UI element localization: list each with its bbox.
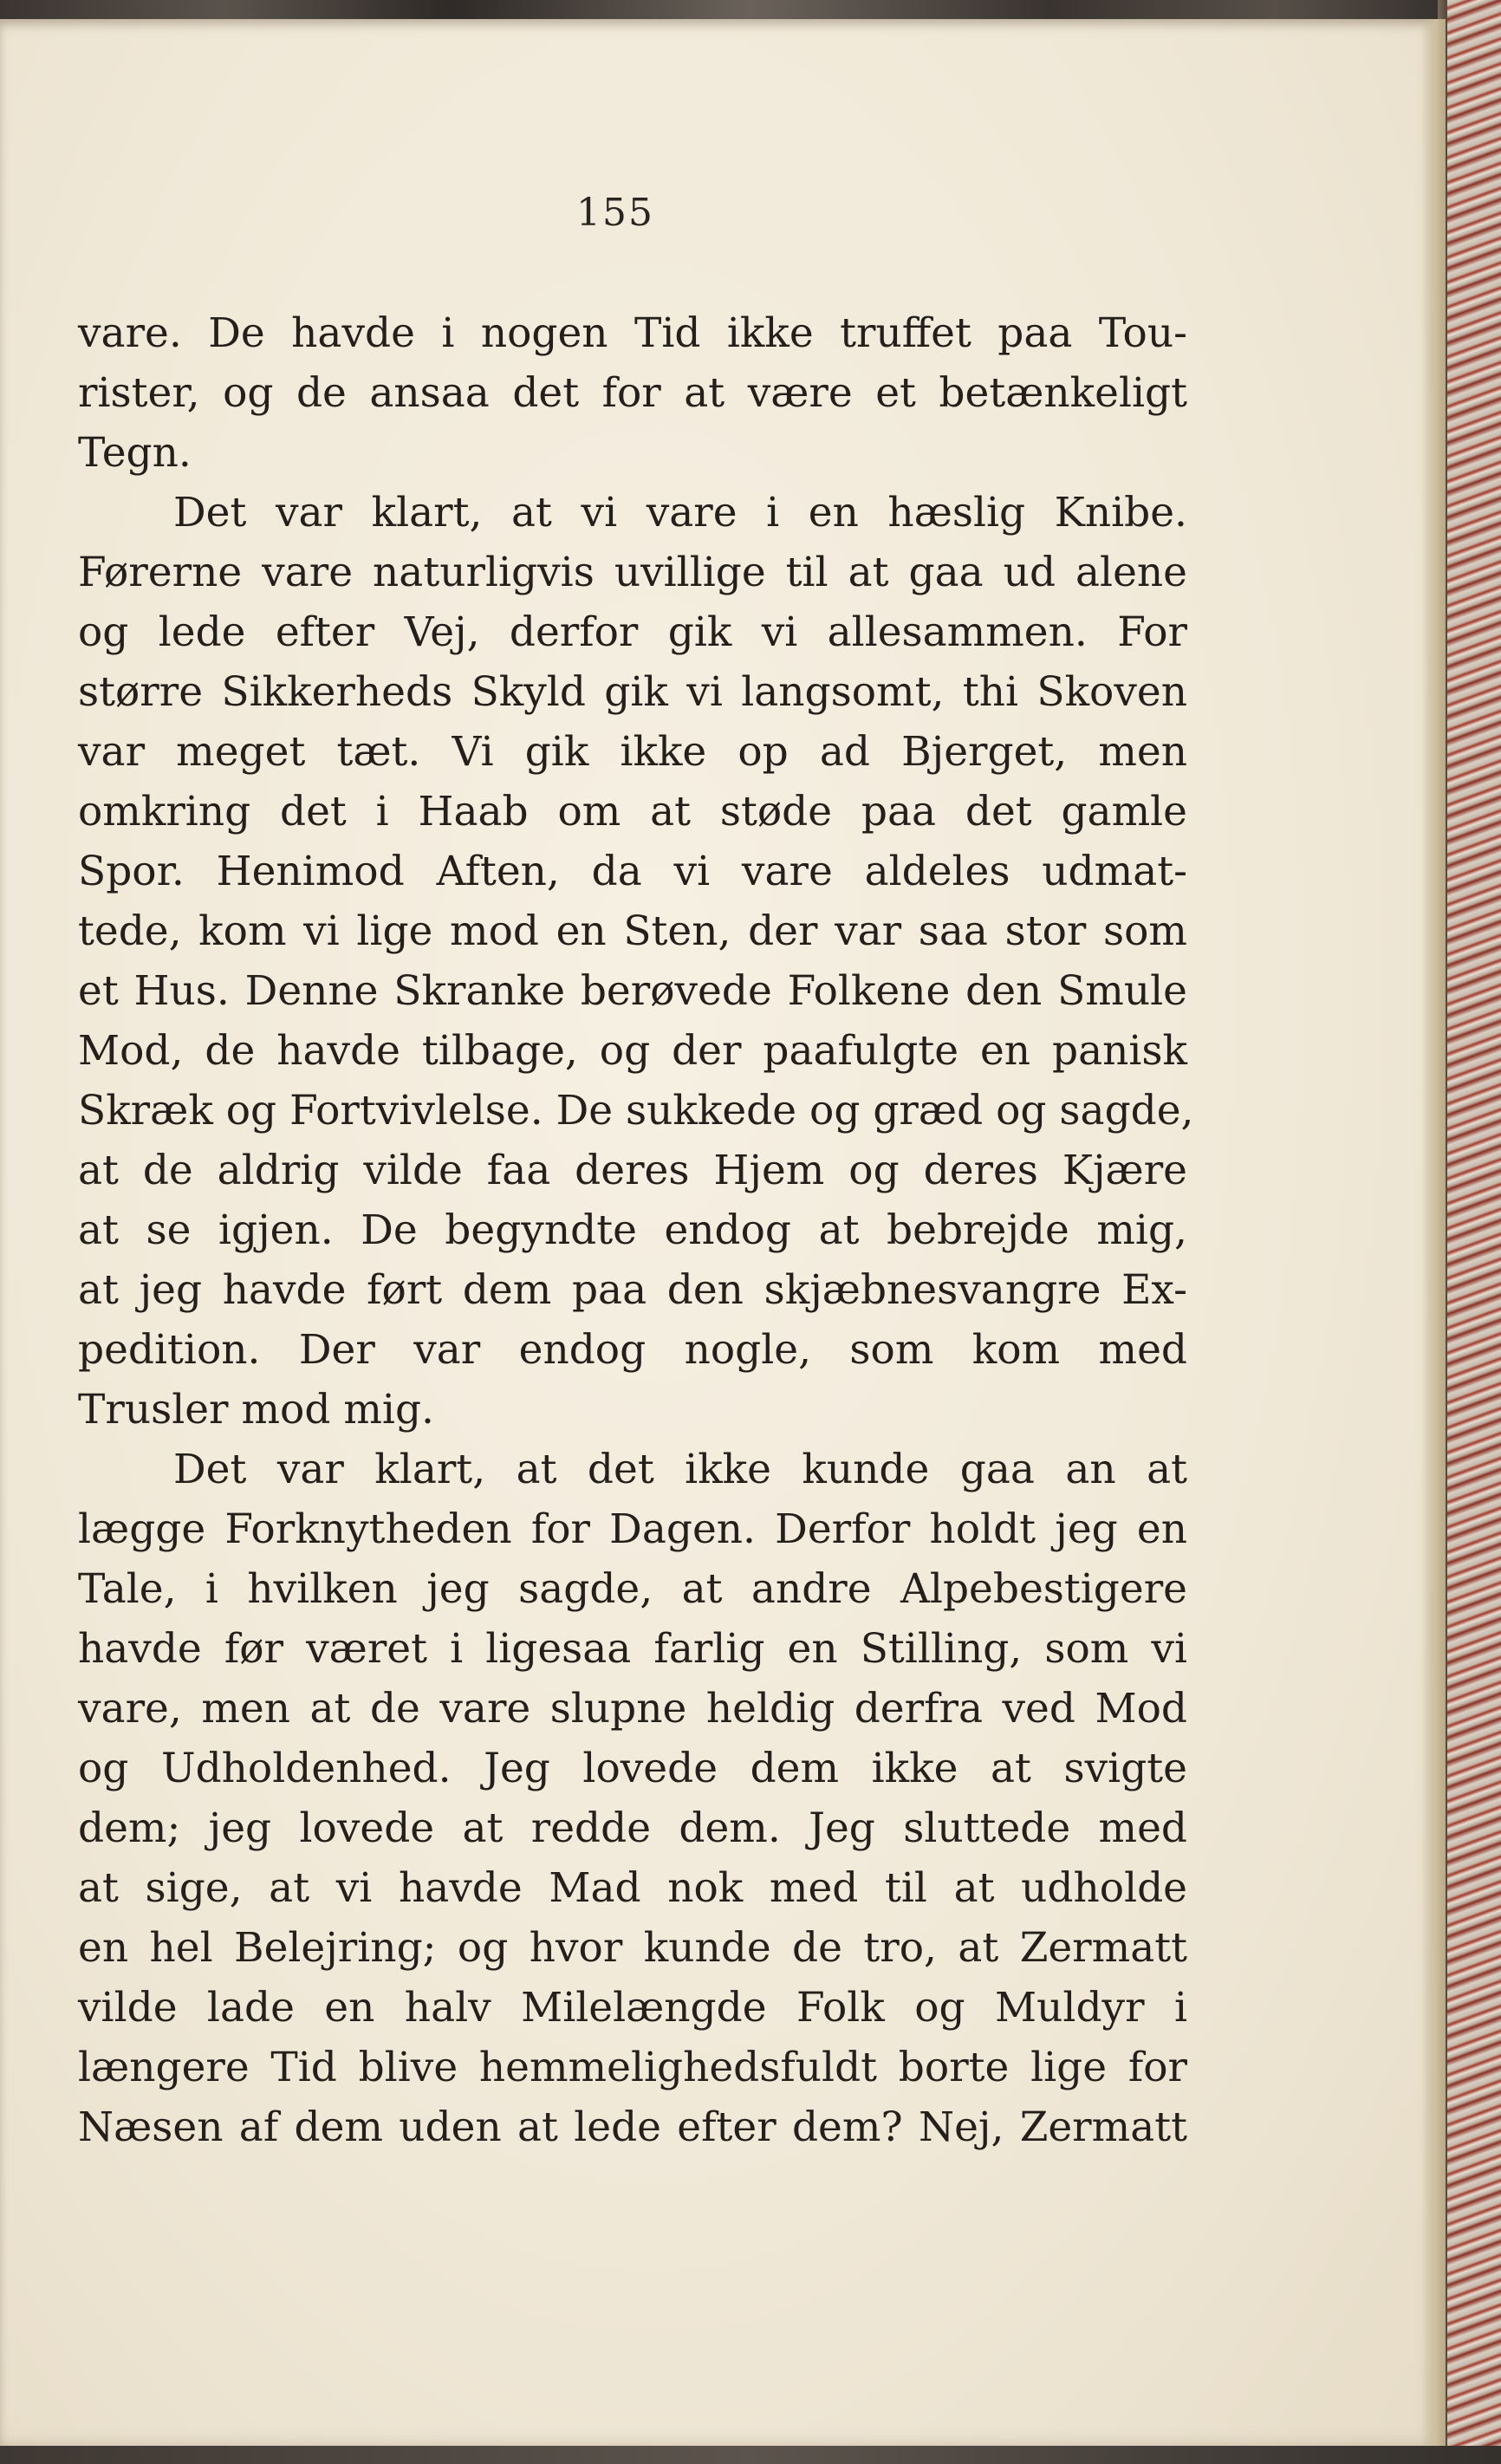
text-line: Spor. Henimod Aften, da vi vare aldeles udmat- [78,848,1187,895]
text-line: Skræk og Fortvivlelse. De sukkede og græd og sagde, [78,1087,1194,1134]
text-line: Næsen af dem uden at lede efter dem? Nej, Zermatt [78,2103,1187,2151]
text-line: en hel Belejring; og hvor kunde de tro, at Zermatt [78,1924,1187,1972]
text-line: var meget tæt. Vi gik ikke op ad Bjerget, men [78,728,1187,776]
body-text [78,303,1194,2157]
text-line: at se igjen. De begyndte endog at bebrejde mig, [78,1206,1187,1254]
text-line: vare, men at de vare slupne heldig derfra ved Mod [78,1685,1187,1733]
page-edge [1421,19,1446,2446]
text-line: Mod, de havde tilbage, og der paafulgte en panisk [78,1027,1187,1075]
text-line: Trusler mod mig. [78,1386,434,1434]
text-line: og lede efter Vej, derfor gik vi allesammen. For [78,608,1187,656]
text-line: pedition. Der var endog nogle, som kom med [78,1326,1187,1374]
marbled-endpaper [1447,0,1501,2464]
text-line: Tegn. [78,429,192,477]
text-line: Tale, i hvilken jeg sagde, at andre Alpebestigere [78,1565,1187,1613]
text-line: havde før været i ligesaa farlig en Stilling, som vi [78,1625,1187,1673]
page-number: 155 [576,191,654,235]
text-line: omkring det i Haab om at støde paa det gamle [78,788,1187,835]
text-line: vare. De havde i nogen Tid ikke truffet paa Tou- [78,309,1187,357]
book-cover-bottom [0,2446,1501,2464]
text-line: rister, og de ansaa det for at være et betænkeligt [78,369,1187,417]
text-line: Det var klart, at vi vare i en hæslig Knibe. [173,489,1187,536]
text-line: tede, kom vi lige mod en Sten, der var saa stor som [78,907,1187,955]
text-line: vilde lade en halv Milelængde Folk og Muldyr i [78,1984,1187,2032]
text-line: at sige, at vi havde Mad nok med til at udholde [78,1864,1187,1912]
text-line: større Sikkerheds Skyld gik vi langsomt, thi Skoven [78,668,1187,716]
text-line: og Udholdenhed. Jeg lovede dem ikke at svigte [78,1745,1187,1792]
text-line: lægge Forknytheden for Dagen. Derfor holdt jeg en [78,1505,1187,1553]
text-line: at jeg havde ført dem paa den skjæbnesvangre Ex- [78,1266,1187,1314]
text-line: dem; jeg lovede at redde dem. Jeg sluttede med [78,1804,1187,1852]
text-line: længere Tid blive hemmelighedsfuldt borte lige for [78,2044,1187,2091]
text-line: at de aldrig vilde faa deres Hjem og deres Kjære [78,1147,1187,1194]
text-line: Førerne vare naturligvis uvillige til at gaa ud alene [78,549,1187,596]
text-line: Det var klart, at det ikke kunde gaa an at [173,1446,1187,1493]
text-line: et Hus. Denne Skranke berøvede Folkene den Smule [78,967,1187,1015]
